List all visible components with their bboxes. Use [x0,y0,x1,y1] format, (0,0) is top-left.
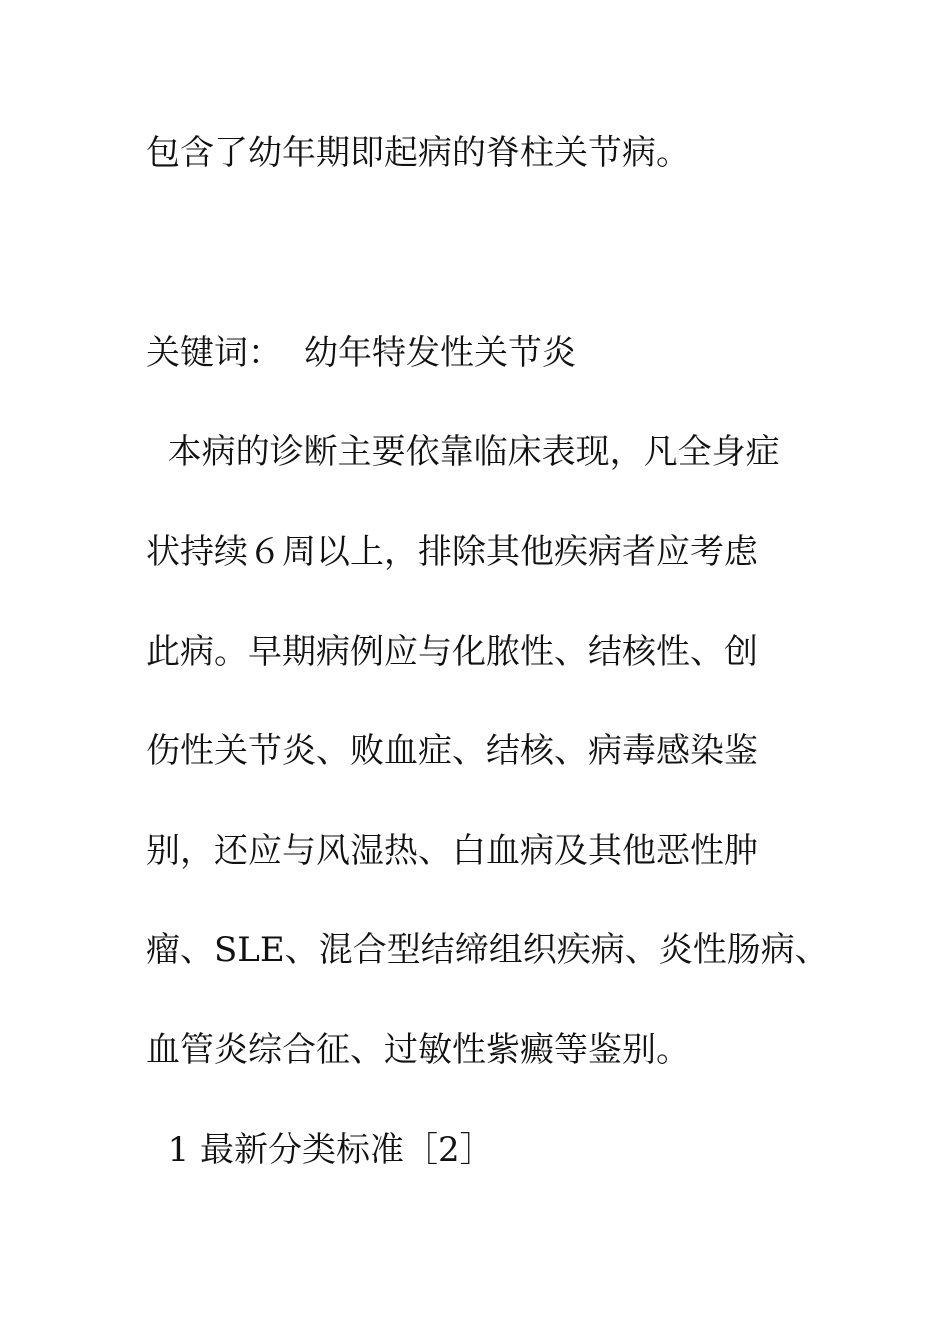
intro-text: 包含了幼年期即起病的脊柱关节病。 [146,133,690,173]
paragraph-line-6: 瘤、SLE、混合型结缔组织疾病、炎性肠病、 [146,930,829,970]
keywords-line [146,333,576,373]
paragraph-line-1: 本病的诊断主要依靠临床表现，凡全身症 [146,432,780,472]
paragraph-line-5: 别，还应与风湿热、白血病及其他恶性肿 [146,831,758,871]
keywords-label: 关键词： [146,333,282,373]
paragraph-line-2: 状持续６周以上，排除其他疾病者应考虑 [146,532,758,572]
paragraph-line-7: 血管炎综合征、过敏性紫癜等鉴别。 [146,1030,690,1070]
keywords-value: 幼年特发性关节炎 [304,333,576,373]
paragraph-line-4: 伤性关节炎、败血症、结核、病毒感染鉴 [146,731,758,771]
section-heading: 1 最新分类标准［2］ [146,1130,494,1170]
paragraph-line-3: 此病。早期病例应与化脓性、结核性、创 [146,632,758,672]
